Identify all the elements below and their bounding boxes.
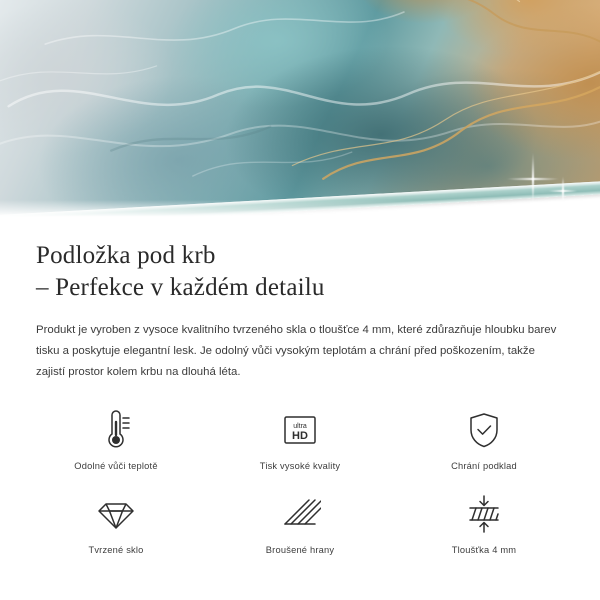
- feature-item-print-quality: [208, 409, 392, 471]
- text-content: [0, 218, 600, 383]
- feature-label: Odolné vůči teplotě: [74, 461, 158, 472]
- page-title: [36, 240, 564, 304]
- svg-text:HD: HD: [292, 430, 308, 443]
- feature-item-thickness: [392, 493, 576, 555]
- shield-check-icon: [464, 409, 504, 451]
- feature-item-temperature: [24, 409, 208, 471]
- marble-veins: [0, 0, 600, 218]
- feature-item-protects-surface: [392, 409, 576, 471]
- hero-bottom-fade: [0, 200, 600, 218]
- polished-edges-icon: [279, 493, 321, 535]
- feature-item-polished-edges: [208, 493, 392, 555]
- feature-label: Tloušťka 4 mm: [451, 545, 517, 556]
- svg-text:ultra: ultra: [293, 423, 307, 431]
- headline-line-1: Podložka pod krb: [36, 242, 216, 269]
- thermometer-icon: [96, 409, 136, 451]
- feature-label: Broušené hrany: [265, 545, 335, 556]
- body-paragraph: Produkt je vyroben z vysoce kvalitního tvrzeného skla o tloušťce 4 mm, které zdůrazňuje hloubku barev tisku a poskytuje elegantní lesk. Je odolný vůči vysokým teplotám a chrání před poškozením, takže zajistí prostor kolem krbu na dlouhá léta.: [36, 324, 557, 379]
- thickness-arrows-icon: [462, 493, 506, 535]
- feature-grid: [0, 409, 600, 555]
- feature-label: Chrání podklad: [451, 461, 517, 472]
- feature-item-tempered-glass: [24, 493, 208, 555]
- ultra-hd-icon: [279, 409, 321, 451]
- hero-image: [0, 0, 600, 218]
- feature-label: Tisk vysoké kvality: [259, 461, 341, 472]
- diamond-icon: [95, 493, 137, 535]
- glass-panel: [0, 0, 600, 218]
- headline-line-2: – Perfekce v každém detailu: [36, 274, 325, 301]
- feature-label: Tvrzené sklo: [88, 545, 144, 556]
